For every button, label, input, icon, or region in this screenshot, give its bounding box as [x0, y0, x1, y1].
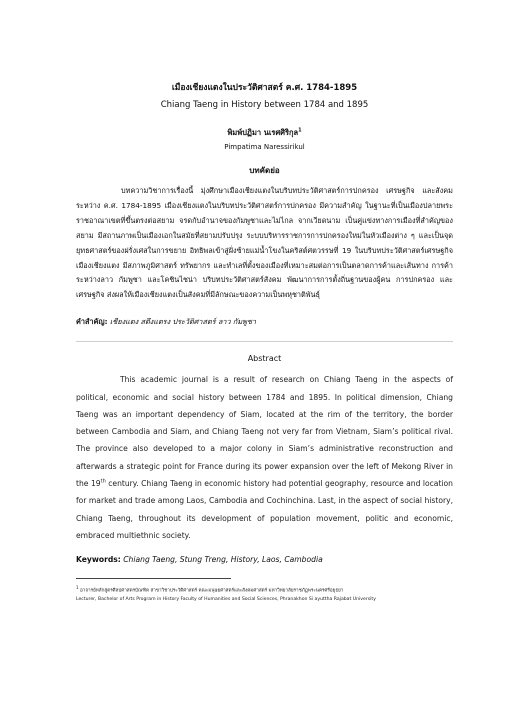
- keywords-thai-values: เชียงแตง สตึงแตรง ประวัติศาสตร์ ลาว กัมพูชา: [109, 317, 257, 327]
- abstract-thai-heading: บทคัดย่อ: [249, 166, 280, 175]
- footnote-mark: 1: [76, 585, 79, 591]
- abstract-english-line: the border between Cambodia and Siam, and Chiang Taeng not very far from Vietnam,: [76, 409, 453, 437]
- abstract-english-line: This academic journal is a result of research on Chiang Taeng in the aspects of: [120, 375, 453, 385]
- century-sup: th: [100, 478, 106, 485]
- abstract-thai-line: บทความวิชาการเรื่องนี้ มุ่งศึกษาเมืองเชียงแตงในบริบทประวัติศาสตร์การปกครอง เศรษฐกิจ: [121, 186, 415, 195]
- keywords-english-label: Keywords:: [76, 555, 121, 565]
- century-post: century. Chiang Taeng in economic: [105, 479, 241, 489]
- abstract-english-line: Siam’s political rival. The province also developed to a major colony in Siam’s: [76, 427, 453, 454]
- author-footnote-mark: 1: [298, 127, 302, 134]
- abstract-thai-line: และสังคม ระหว่าง ค.ศ. 1784-1895 เมืองเชียงแตงในบริบทประวัติศาสตร์การปกครอง มีความสำคัญ: [76, 186, 453, 210]
- footnote-thai: [76, 584, 453, 596]
- abstract-english-line: administrative reconstruction and afterwards a strategic point for France during its power: [76, 444, 453, 471]
- abstract-english-line: Chiang Taeng was an important dependency of Siam, located at the rim of the territory,: [76, 392, 453, 419]
- abstract-english-line: history had potential geography, resource and location for market and trade among Laos,: [76, 479, 453, 506]
- title-thai: เมืองเชียงแตงในประวัติศาสตร์ ค.ศ. 1784-1895: [171, 83, 358, 93]
- century-pre: expansion over the left of Mekong River in the 19: [76, 461, 453, 489]
- abstract-english-line: political, economic and social history between 1784 and 1895. In political dimension,: [76, 392, 423, 402]
- abstract-english-line: its development of population movement, politic and economic, embraced multiethnic: [76, 513, 453, 540]
- keywords-thai-label: คำสำคัญ:: [76, 317, 108, 327]
- abstract-english-line: society.: [162, 530, 191, 540]
- footnote-thai-text: อาจารย์หลักสูตรศิลปศาสตรบัณฑิต สาขาวิชาประวัติศาสตร์ คณะมนุษยศาสตร์และสังคมศาสตร์ มหาวิทยาลัยราชภัฏพระนครศรีอยุธยา: [80, 588, 344, 594]
- abstract-english-heading: Abstract: [247, 354, 282, 364]
- title-english: Chiang Taeng in History between 1784 and 1895: [160, 100, 369, 110]
- author-thai-name: พิมพ์ปฏิมา นเรศศิริกุล: [227, 128, 299, 137]
- abstract-thai-line: การค้าระหว่างลาว กัมพูชา และโคชินไชน่า บริบทประวัติศาสตร์สังคม พัฒนาการการตั้งถิ่นฐานของผู้คน: [76, 260, 453, 285]
- keywords-english-values: Chiang Taeng, Stung Treng, History, Laos, Cambodia: [123, 555, 323, 565]
- abstract-thai-line: ระบบบริหารราชการการปกครองใหม่ในหัวเมืองต่าง ๆ และเป็นจุดยุทธศาสตร์ของฝรั่งเศสในการขยาย: [76, 230, 454, 255]
- keywords-thai: [76, 315, 453, 329]
- abstract-thai-line: จากเวียดนาม เป็นคู่แข่งทางการเมืองที่สำคัญของสยาม มีสถานภาพเป็นเมืองเอกในสมัยที่สยามปรับปรุง: [76, 215, 453, 240]
- abstract-english-body: [76, 371, 453, 544]
- abstract-thai-line: การปกครอง และเศรษฐกิจ ส่งผลให้เมืองเชียงแตงเป็นสังคมที่มีลักษณะของความเป็นพหุชาติพันธุ์: [76, 275, 453, 300]
- footnote-english: Lecturer, Bachelor of Arts Program in History Faculty of Humanities and Social Sciences, Phranakhon Si ayuttha Rajabat University: [76, 596, 376, 602]
- abstract-thai-body: [76, 184, 453, 303]
- abstract-english-line: Cambodia and Cochinchina. Last, in the aspect of social history, Chiang Taeng, throughout: [76, 496, 453, 523]
- abstract-thai-line: มีสภาพภูมิศาสตร์ ทรัพยากร และทำเลที่ตั้งของเมืองที่เหมาะสมต่อการเป็นตลาดการค้าและเส้นทาง: [122, 260, 429, 270]
- author-english: Pimpatima Naressirikul: [224, 143, 305, 151]
- section-divider: [76, 341, 453, 342]
- keywords-english: [76, 555, 453, 564]
- abstract-thai-line: ในฐานะที่เป็นเมืองปลายพระราชอาณาเขตที่ขึ้นตรงต่อสยาม จรดกับอำนาจของกัมพูชาและไม่ไกล: [76, 200, 453, 225]
- footnote-rule: [76, 578, 231, 579]
- abstract-thai-line: อิทธิพลเข้าสู่ฝั่งซ้ายแม่น้ำโขงในคริสต์ศตวรรษที่ 19 ในบริบทประวัติศาสตร์เศรษฐกิจ เมืองเชียงแตง: [76, 245, 453, 270]
- author-thai: [76, 127, 453, 139]
